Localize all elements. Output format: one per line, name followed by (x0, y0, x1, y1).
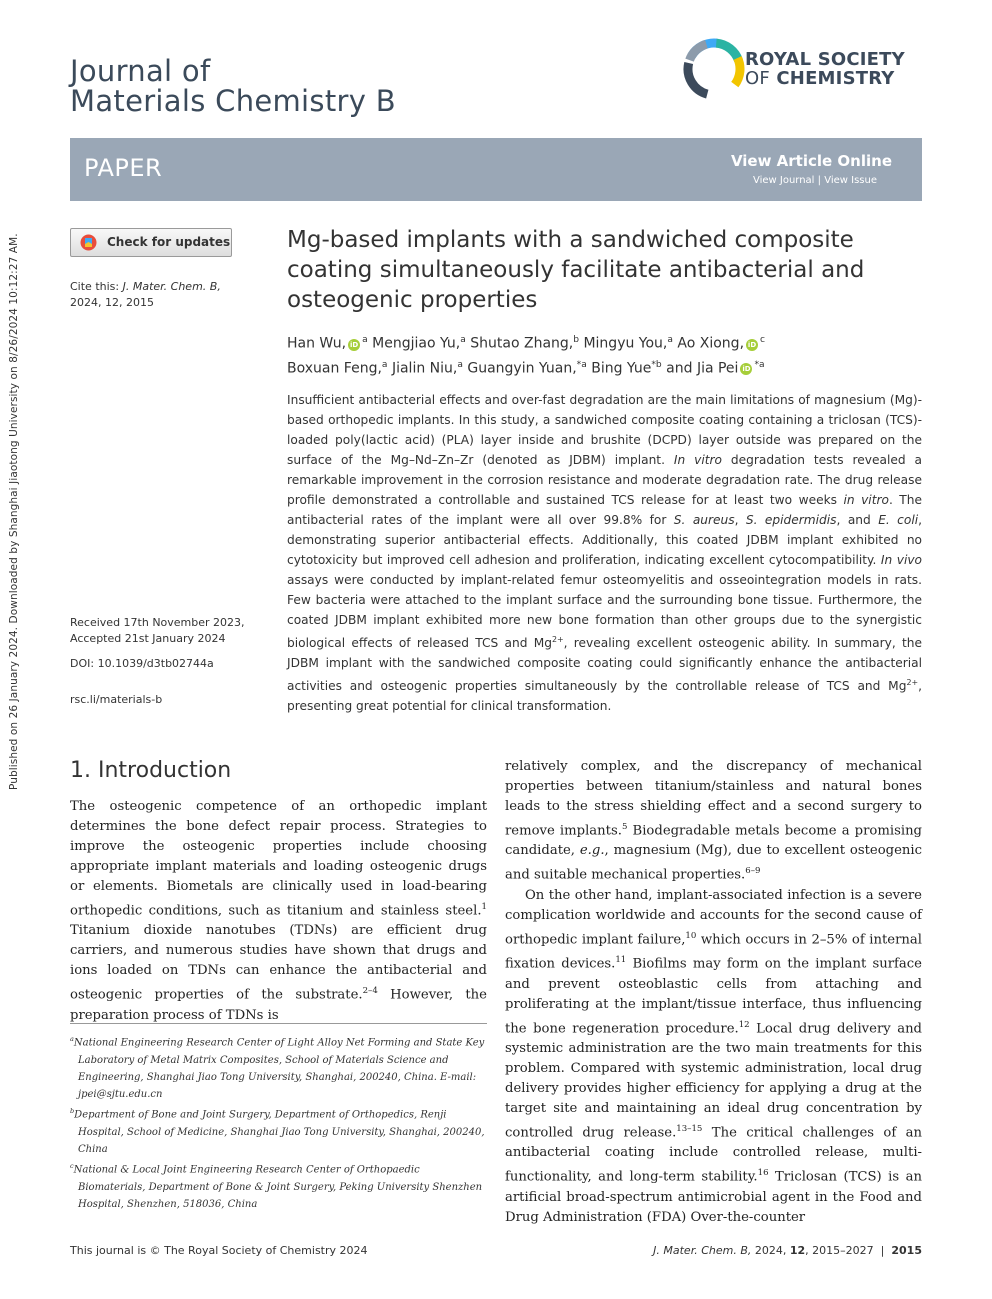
abstract-text: Insufficient antibacterial effects and over-fast degradation are the main limitations of magnesium (Mg)-based orthopedic implants. In this study, a sandwiched composite coating containing a triclosan (TCS)-loaded poly(lactic acid) (PLA) layer inside and brushite (DCPD) layer outside was prepared on the surface of the Mg–Nd–Zn–Zr (denoted as JDBM) implant. (287, 393, 922, 467)
view-issue-link[interactable]: View Issue (824, 175, 877, 186)
abstract-text: . The antibacterial rates of the implant were all over 99.8% for (287, 493, 922, 527)
abstract-text: , demonstrating superior antibacterial effects. Additionally, this coated JDBM implant exhibited no cytotoxicity but improved cell adhesion and proliferation, indicating excellent cytocompatibility. (287, 513, 922, 567)
body-text: relatively complex, and the discrepancy of mechanical properties between titanium/stainless and natural bones leads to the stress shielding effect and a second surgery to remove implants. (505, 759, 922, 839)
cite-label: Cite this: (70, 280, 120, 293)
author-affiliation-mark: a (457, 359, 463, 370)
crossmark-icon (80, 234, 97, 251)
download-stamp: Published on 26 January 2024. Downloaded by Shanghai Jiaotong University on 8/26/2024 10:12:27 AM. (8, 233, 20, 790)
journal-title-line1: Journal of (70, 54, 211, 88)
author-name: Mengjiao Yu, (367, 335, 461, 352)
rsc-logo-chemistry: CHEMISTRY (776, 68, 895, 89)
citation-ref[interactable]: 12 (738, 1019, 750, 1030)
links-separator: | (817, 175, 822, 186)
author-name: Ao Xiong, (672, 335, 745, 352)
abstract-superscript: 2+ (906, 678, 919, 688)
affiliation-mark: a (70, 1035, 74, 1043)
affiliation-text: National & Local Joint Engineering Research Center of Orthopaedic Biomaterials, Department of Bone & Joint Surgery, Peking University Shenzhen Hospital, Shenzhen, 518036, China (73, 1164, 483, 1210)
check-for-updates-button[interactable] (70, 228, 232, 257)
citation-ref[interactable]: 2–4 (362, 986, 378, 997)
author-name: Han Wu, (287, 335, 347, 352)
citation-ref[interactable]: 13–15 (676, 1123, 703, 1134)
author-name: Jialin Niu, (387, 360, 458, 377)
citation-info (70, 279, 221, 311)
affiliation-text: National Engineering Research Center of Light Alloy Net Forming and State Key Laboratory of Metal Matrix Composites, School of Materials Science and Engineering, Shanghai Jiao Tong University, Shanghai, 200240, China. E-mail: jpei@sjtu.edu.cn (73, 1037, 485, 1100)
journal-title-line2: Materials Chemistry B (70, 84, 396, 118)
body-text: Local drug delivery and systemic administration are the two main treatments for this problem. Compared with systemic administration, local drug delivery provides higher efficiency for applying a drug at the target site and maintaining an ideal drug concentration by controlled drug release. (505, 1020, 923, 1141)
citation-ref[interactable]: 1 (481, 902, 487, 912)
body-text: Titanium dioxide nanotubes (TDNs) are efficient drug carriers, and numerous studies have shown that drugs and ions loaded on TDNs can enhance the antibacterial and osteogenic properties of the substrate. (70, 923, 487, 1003)
author-affiliation-mark: a (460, 335, 466, 345)
footnote-divider (70, 1023, 487, 1024)
abstract-italic: in vitro (843, 493, 889, 507)
affiliation-b (70, 1103, 490, 1158)
body-text: Biodegradable metals become a promising candidate, (505, 823, 922, 859)
body-text: which occurs in 2–5% of internal fixation devices. (505, 932, 922, 972)
body-text: , magnesium (Mg), due to excellent osteogenic and suitable mechanical properties. (505, 843, 922, 883)
body-italic: e.g. (579, 843, 605, 859)
author-name: Shutao Zhang, (465, 335, 574, 352)
footer-copyright: This journal is © The Royal Society of Chemistry 2024 (70, 1244, 368, 1257)
abstract-text: degradation tests revealed a remarkable improvement in the corrosion resistance and moderate degradation rate. The drug release profile demonstrated a controllable and sustained TCS release for at least two weeks (287, 453, 922, 507)
author-affiliation-mark: b (573, 335, 580, 345)
rsc-logo-line1: ROYAL SOCIETY (745, 49, 905, 70)
doi[interactable]: DOI: 10.1039/d3tb02744a (70, 657, 214, 670)
author-line-2 (287, 355, 927, 380)
body-column-2 (505, 757, 922, 1228)
accepted-date: Accepted 21st January 2024 (70, 632, 226, 645)
abstract-species: E. coli (878, 513, 919, 527)
author-affiliation-mark: c (760, 335, 766, 345)
body-text: The osteogenic competence of an orthopedic implant determines the bone defect repair process. Strategies to improve the osteogenic properties include choosing appropriate implant materials and loading osteogenic drugs or elements. Biometals are clinically used in load-bearing orthopedic conditions, such as titanium and stainless steel. (70, 799, 487, 919)
abstract-text: , revealing excellent osteogenic ability. In summary, the JDBM implant with the sandwiched composite coating could significantly enhance the antibacterial activities and osteogenic properties simultaneously by the controllable release of TCS and Mg (287, 636, 922, 694)
article-dates (70, 615, 245, 647)
page-number: 2015 (891, 1244, 922, 1257)
citation-ref[interactable]: 6–9 (745, 866, 761, 877)
author-affiliation-mark: a (362, 335, 368, 345)
author-affiliation-mark: *a (576, 359, 587, 370)
body-text: On the other hand, implant-associated infection is a severe complication worldwide and accounts for the second cause of orthopedic implant failure, (505, 887, 922, 948)
body-text: Biofilms may form on the implant surface and prevent osteoblastic cells from attaching and proliferating at the implant/tissue interface, thus influencing the bone regeneration procedure. (505, 956, 922, 1036)
author-affiliation-mark: a (667, 335, 673, 345)
view-article-online-link[interactable]: View Article Online (730, 152, 892, 170)
affiliations (70, 1031, 490, 1213)
citation-ref[interactable]: 10 (685, 930, 697, 941)
orcid-icon[interactable]: iD (747, 340, 757, 349)
abstract-text: , and (836, 513, 879, 527)
author-affiliation-mark: a (381, 359, 388, 370)
author-list (287, 330, 927, 379)
affiliation-c (70, 1158, 490, 1213)
section-heading: 1. Introduction (70, 758, 232, 783)
abstract-italic: In vivo (880, 553, 922, 567)
body-text: However, the preparation process of TDNs is (70, 987, 487, 1023)
rsc-logo-of: OF (745, 68, 770, 89)
body-column-1 (70, 797, 487, 1026)
abstract (287, 390, 922, 716)
author-affiliation-mark: *b (651, 359, 662, 370)
abstract-superscript: 2+ (551, 635, 564, 644)
abstract-italic: In vitro (673, 453, 722, 467)
rsc-logo-line2 (745, 69, 905, 88)
view-journal-link[interactable]: View Journal (752, 175, 815, 186)
footer-citation (653, 1244, 922, 1257)
orcid-icon[interactable]: iD (350, 340, 359, 349)
journal-short-url[interactable]: rsc.li/materials-b (70, 693, 163, 706)
author-name: Boxuan Feng, (287, 360, 382, 377)
view-links (753, 175, 877, 186)
footer-separator: | (880, 1244, 885, 1257)
rsc-logo-text (745, 50, 905, 88)
rsc-logo-mark (683, 37, 745, 101)
body-text: Triclosan (TCS) is an artificial broad-spectrum antimicrobial agent in the Food and Drug Administration (FDA) Over-the-counter (505, 1169, 922, 1225)
footer-year: 2024, (751, 1244, 790, 1257)
article-type-bar (70, 138, 922, 201)
abstract-text: assays were conducted by implant-related femur osteomyelitis and osseointegration models in rats. Few bacteria were attached to the implant surface and the surrounding bone tissue. Furthermore, the coated JDBM implant exhibited more new bone formation than other groups due to the synergistic biological effects of released TCS and Mg (287, 573, 922, 651)
author-name: Bing Yue (586, 360, 652, 377)
journal-title[interactable] (70, 56, 396, 116)
affiliation-a (70, 1031, 490, 1103)
author-name: Mingyu You, (579, 335, 668, 352)
rsc-logo[interactable] (683, 37, 923, 101)
cite-journal: J. Mater. Chem. B, (122, 280, 221, 293)
cite-volume: 2024, 12, 2015 (70, 296, 154, 309)
citation-ref[interactable]: 5 (621, 822, 628, 832)
received-date: Received 17th November 2023, (70, 616, 245, 629)
orcid-icon[interactable]: iD (742, 365, 751, 374)
footer-journal: J. Mater. Chem. B, (653, 1244, 752, 1257)
abstract-text: , presenting great potential for clinical transformation. (287, 679, 922, 714)
citation-ref[interactable]: 16 (757, 1168, 769, 1179)
abstract-species: S. aureus (673, 513, 735, 527)
abstract-species: S. epidermidis (745, 513, 837, 527)
author-name: Guangyin Yuan, (462, 360, 577, 377)
author-affiliation-mark: *a (754, 359, 765, 370)
footer-volume: 12 (789, 1244, 806, 1257)
affiliation-mark: c (70, 1162, 74, 1171)
author-name: and Jia Pei (661, 360, 739, 377)
body-text: The critical challenges of an antibacterial coating include controlled release, multi-functionality, and long-term stability. (505, 1125, 922, 1185)
article-type: PAPER (84, 154, 163, 182)
abstract-text: , (734, 513, 746, 527)
citation-ref[interactable]: 11 (615, 955, 627, 966)
author-line-1 (287, 330, 927, 355)
article-title: Mg-based implants with a sandwiched composite coating simultaneously facilitate antibacterial and osteogenic properties (287, 227, 865, 313)
affiliation-text: Department of Bone and Joint Surgery, Department of Orthopedics, Renji Hospital, School of Medicine, Shanghai Jiao Tong University, Shanghai, 200240, China (74, 1109, 485, 1155)
affiliation-mark: b (70, 1107, 75, 1116)
check-for-updates-label: Check for updates (107, 235, 231, 249)
footer-pages: , 2015–2027 (805, 1244, 874, 1257)
